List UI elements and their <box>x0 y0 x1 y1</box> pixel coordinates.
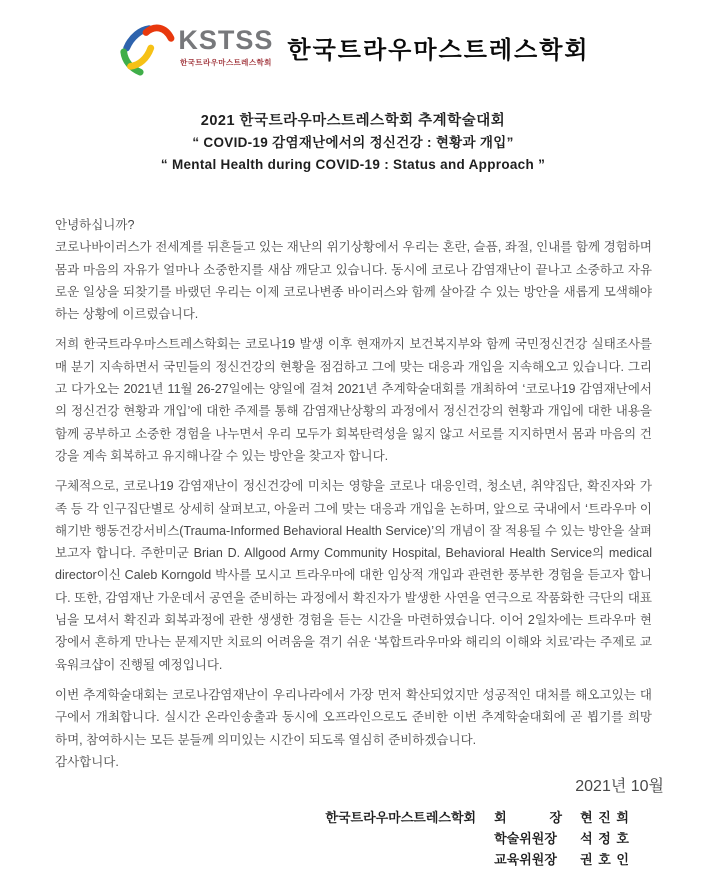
logo-acronym: KSTSS <box>178 25 274 55</box>
paragraph-4-text: 이번 추계학술대회는 코로나감염재난이 우리나라에서 가장 먼저 확산되었지만 성공적인 대처를 해오고있는 대구에서 개최합니다. 실시간 온라인송출과 동시에 오프라인으로도 준비한 이번 추계학술대회에 곧 뵙기를 희망하며, 참여하시는 모든 분들께 의미있는 시간이 되도록 열심히 준비하겠습니다. <box>55 687 652 747</box>
date-line: 2021년 10월 <box>575 778 664 796</box>
signature-name-academic-chair: 석 정 호 <box>580 831 630 847</box>
closing-line: 감사합니다. <box>55 754 119 769</box>
letter-body <box>55 214 652 773</box>
signature-block <box>325 807 630 870</box>
conference-subtitle-korean: “ COVID-19 감염재난에서의 정신건강 : 현황과 개입” <box>192 135 514 150</box>
paragraph-1 <box>55 214 652 325</box>
organization-name: 한국트라우마스트레스학회 <box>287 37 590 64</box>
header <box>0 0 706 82</box>
logo-caption: 한국트라우마스트레스학회 <box>180 58 272 67</box>
signature-spacer-1 <box>325 828 476 849</box>
greeting-line: 안녕하십니까? <box>55 218 135 232</box>
conference-subtitle-english: “ Mental Health during COVID-19 : Status and Approach ” <box>160 157 546 172</box>
kstss-logo-icon <box>116 20 174 76</box>
title-block <box>0 110 706 176</box>
kstss-logo <box>116 20 273 76</box>
signature-org: 한국트라우마스트레스학회 <box>325 810 477 826</box>
paragraph-4 <box>55 684 652 773</box>
paragraph-3: 구체적으로, 코로나19 감염재난이 정신건강에 미치는 영향을 코로나 대응인력, 청소년, 취약집단, 확진자와 가족 등 각 인구집단별로 상세히 살펴보고, 아울러 그에 맞는 대응과 개입을 논하며, 앞으로 국내에서 ‘트라우마 이해기반 행동건강서비스(Trauma-Informed Behavioral Health Service)’의 개념이 잘 적용될 수 있는 방안을 살펴보고자 합니다. 주한미군 Brian D. Allgood Army Community Hospital, Behavioral Health Service의 medical director이신 Caleb Korngold 박사를 모시고 트라우마에 대한 임상적 개입과 관련한 풍부한 경험을 듣고자 합니다. 또한, 감염재난 가운데서 공연을 준비하는 과정에서 확진자가 발생한 사연을 연극으로 작품화한 극단의 대표님을 모셔서 확진과 회복과정에 관한 생생한 경험을 듣는 시간을 마련하였습니다. 이어 2일차에는 트라우마 현장에서 흔하게 만나는 문제지만 치료의 어려움을 겪기 쉬운 ‘복합트라우마와 해리의 이해와 치료’라는 주제로 교육워크샵이 진행될 예정입니다. <box>55 479 652 672</box>
signature-spacer-2 <box>325 849 476 870</box>
logo-text-column <box>178 27 273 68</box>
signature-name-education-chair: 권 호 인 <box>580 852 630 868</box>
conference-title: 2021 한국트라우마스트레스학회 추계학술대회 <box>200 113 506 129</box>
paragraph-1-text: 코로나바이러스가 전세계를 뒤흔들고 있는 재난의 위기상황에서 우리는 혼란, 슬픔, 좌절, 인내를 함께 경험하며 몸과 마음의 자유가 얼마나 소중한지를 새삼 깨닫고 있습니다. 동시에 코로나 감염재난이 끝나고 소중하고 자유로운 일상을 되찾기를 바랬던 우리는 이제 코로나변종 바이러스와 함께 살아갈 수 있는 방안을 새롭게 모색해야하는 상황에 이르렀습니다. <box>55 240 652 322</box>
signature-role-president: 회 장 <box>494 810 563 826</box>
signature-role-academic-chair: 학술위원장 <box>494 831 557 847</box>
signature-name-president: 현 진 희 <box>580 810 630 826</box>
paragraph-2: 저희 한국트라우마스트레스학회는 코로나19 발생 이후 현재까지 보건복지부와 함께 국민정신건강 실태조사를 매 분기 지속하면서 국민들의 정신건강의 현황을 점검하고 그에 맞는 대응과 개입을 지속해오고 있습니다. 그리고 다가오는 2021년 11월 26-27일에는 양일에 걸쳐 2021년 추계학술대회를 개최하여 ‘코로나19 감염재난에서의 정신건강 현황과 개입’에 대한 주제를 통해 감염재난상황의 과정에서 정신건강의 현황과 개입에 대한 내용을 함께 공부하고 소중한 경험을 나누면서 우리 모두가 회복탄력성을 잃지 않고 서로를 지지하면서 몸과 마음의 건강을 계속 회복하고 유지해나갈 수 있는 방안을 찾고자 합니다. <box>55 337 652 463</box>
signature-role-education-chair: 교육위원장 <box>494 852 557 868</box>
